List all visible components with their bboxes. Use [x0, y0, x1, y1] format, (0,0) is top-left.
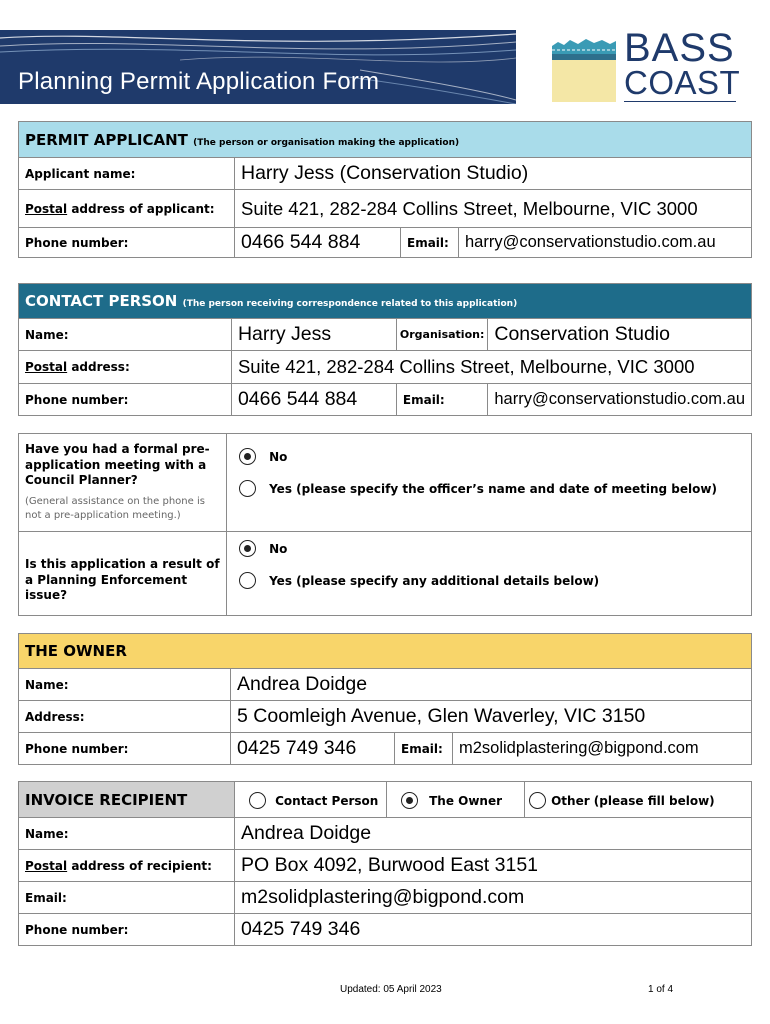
form-title: Planning Permit Application Form — [18, 68, 380, 95]
invoice-recipient-heading: INVOICE RECIPIENT — [19, 782, 235, 818]
radio-selected-icon[interactable] — [401, 792, 418, 809]
enforcement-no-option[interactable]: No — [239, 538, 745, 557]
radio-selected-icon[interactable] — [239, 540, 256, 557]
questions-table — [18, 433, 752, 616]
enforcement-yes-option[interactable]: Yes (please specify any additional details below) — [239, 570, 745, 589]
invoice-name-label: Name: — [19, 818, 235, 850]
contact-email-label: Email: — [396, 384, 487, 416]
invoice-other-option[interactable]: Other (please fill below) — [525, 782, 752, 818]
pre-application-yes-option[interactable]: Yes (please specify the officer’s name and date of meeting below) — [239, 478, 745, 497]
invoice-phone-label: Phone number: — [19, 914, 235, 946]
invoice-owner-option[interactable]: The Owner — [387, 782, 525, 818]
invoice-email-field[interactable]: m2solidplastering@bigpond.com — [235, 882, 752, 914]
invoice-postal-field[interactable]: PO Box 4092, Burwood East 3151 — [235, 850, 752, 882]
enforcement-question: Is this application a result of a Planning Enforcement issue? — [19, 532, 227, 616]
owner-email-label: Email: — [395, 733, 453, 765]
contact-phone-field[interactable]: 0466 544 884 — [231, 384, 396, 416]
invoice-recipient-table — [18, 781, 752, 946]
radio-selected-icon[interactable] — [239, 448, 256, 465]
radio-unselected-icon[interactable] — [249, 792, 266, 809]
bass-coast-logo-text: BASS COAST — [624, 26, 741, 101]
contact-name-label: Name: — [19, 319, 232, 351]
owner-phone-field[interactable]: 0425 749 346 — [231, 733, 395, 765]
applicant-postal-label: Postal address of applicant: — [19, 190, 235, 228]
invoice-name-field[interactable]: Andrea Doidge — [235, 818, 752, 850]
owner-name-field[interactable]: Andrea Doidge — [231, 669, 752, 701]
enforcement-options — [227, 532, 752, 616]
contact-org-label: Organisation: — [396, 319, 487, 351]
pre-application-no-option[interactable]: No — [239, 446, 745, 465]
contact-postal-field[interactable]: Suite 421, 282-284 Collins Street, Melbourne, VIC 3000 — [231, 351, 751, 384]
owner-heading: THE OWNER — [19, 634, 752, 669]
contact-person-heading: CONTACT PERSON (The person receiving correspondence related to this application) — [19, 284, 752, 319]
radio-unselected-icon[interactable] — [239, 480, 256, 497]
owner-address-label: Address: — [19, 701, 231, 733]
owner-name-label: Name: — [19, 669, 231, 701]
applicant-name-field[interactable]: Harry Jess (Conservation Studio) — [235, 158, 752, 190]
applicant-postal-field[interactable]: Suite 421, 282-284 Collins Street, Melbourne, VIC 3000 — [235, 190, 752, 228]
pre-application-options — [227, 434, 752, 532]
owner-address-field[interactable]: 5 Coomleigh Avenue, Glen Waverley, VIC 3150 — [231, 701, 752, 733]
permit-applicant-heading: PERMIT APPLICANT (The person or organisation making the application) — [19, 122, 752, 158]
owner-email-field[interactable]: m2solidplastering@bigpond.com — [453, 733, 752, 765]
page-number: 1 of 4 — [648, 984, 674, 995]
contact-phone-label: Phone number: — [19, 384, 232, 416]
contact-postal-label: Postal address: — [19, 351, 232, 384]
contact-name-field[interactable]: Harry Jess — [231, 319, 396, 351]
permit-applicant-table — [18, 121, 752, 258]
contact-email-field[interactable]: harry@conservationstudio.com.au — [488, 384, 752, 416]
invoice-contact-option[interactable]: Contact Person — [235, 782, 387, 818]
applicant-name-label: Applicant name: — [19, 158, 235, 190]
owner-table — [18, 633, 752, 765]
bass-coast-logo-icon — [552, 32, 616, 102]
applicant-phone-field[interactable]: 0466 544 884 — [235, 228, 401, 258]
header-banner — [0, 30, 516, 104]
invoice-postal-label: Postal address of recipient: — [19, 850, 235, 882]
radio-unselected-icon[interactable] — [529, 792, 546, 809]
applicant-email-field[interactable]: harry@conservationstudio.com.au — [459, 228, 752, 258]
contact-org-field[interactable]: Conservation Studio — [488, 319, 752, 351]
invoice-phone-field[interactable]: 0425 749 346 — [235, 914, 752, 946]
contact-person-table — [18, 283, 752, 416]
owner-phone-label: Phone number: — [19, 733, 231, 765]
pre-application-question: Have you had a formal pre-application meeting with a Council Planner? (General assistance on the phone is not a pre-application meeting.) — [19, 434, 227, 532]
applicant-phone-label: Phone number: — [19, 228, 235, 258]
invoice-email-label: Email: — [19, 882, 235, 914]
radio-unselected-icon[interactable] — [239, 572, 256, 589]
applicant-email-label: Email: — [401, 228, 459, 258]
updated-date: Updated: 05 April 2023 — [340, 984, 442, 995]
